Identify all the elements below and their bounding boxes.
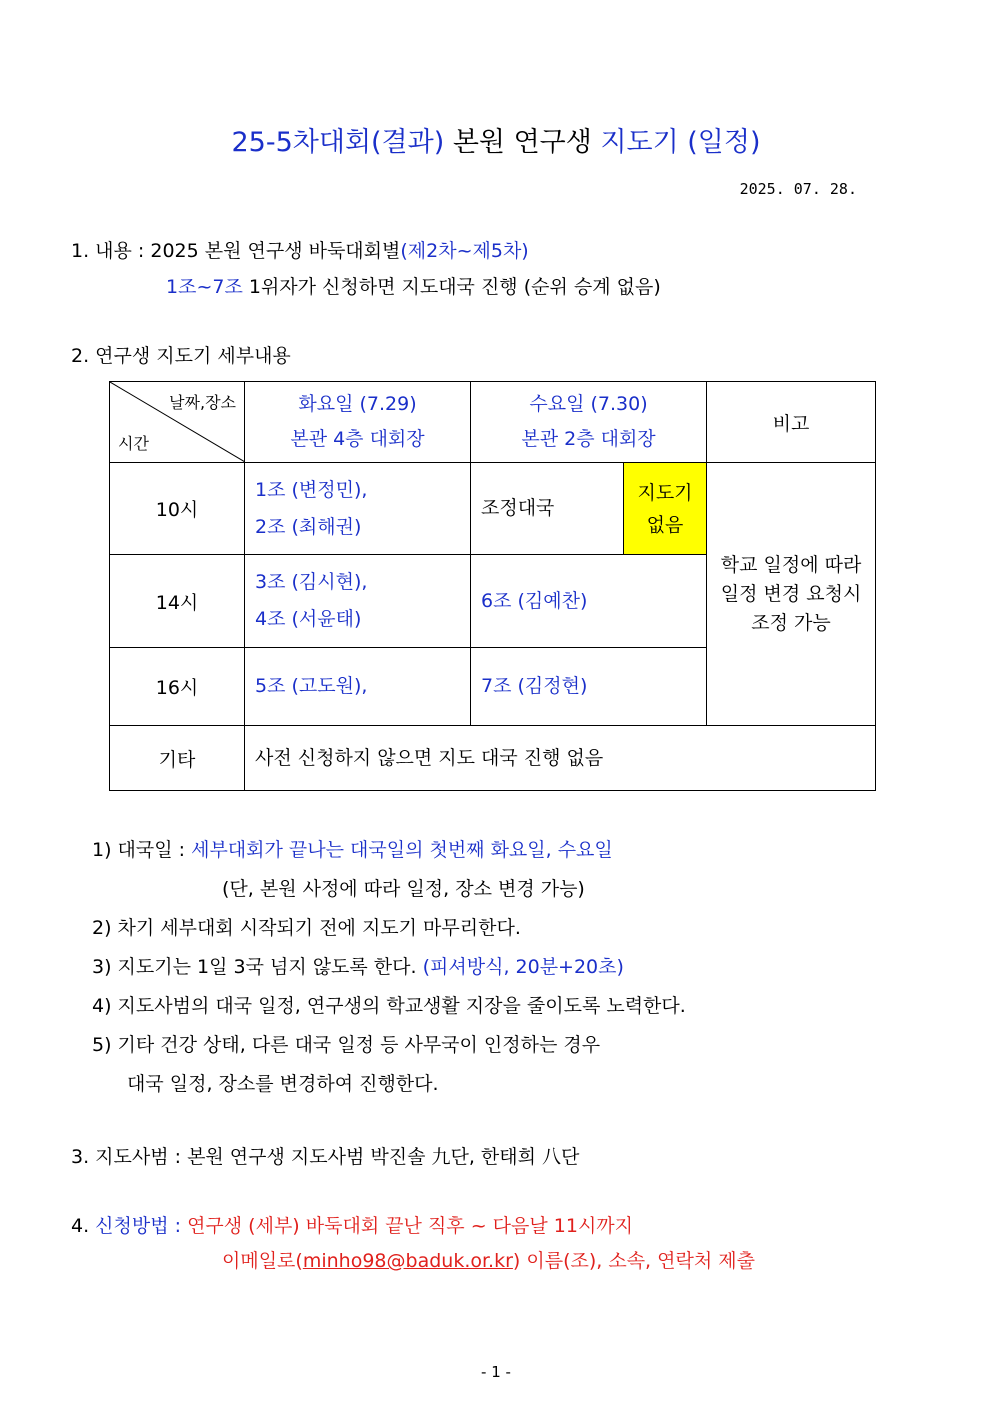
no-guidance-cell xyxy=(624,463,707,555)
table-header-row xyxy=(110,382,876,463)
wednesday-place: 본관 2층 대회장 xyxy=(521,428,656,450)
detail-item2: 2) 차기 세부대회 시작되기 전에 지도기 마무리한다. xyxy=(92,917,521,939)
tuesday-date: 화요일 (7.29) xyxy=(298,393,417,415)
document-date: 2025. 07. 28. xyxy=(739,180,857,198)
page-number: - 1 - xyxy=(481,1363,511,1381)
detail-item5-cont: 대국 일정, 장소를 변경하여 진행한다. xyxy=(127,1073,439,1095)
section4-line1 xyxy=(71,1211,633,1238)
time-16: 16시 xyxy=(110,648,245,726)
no-guidance-line1: 지도기 xyxy=(637,481,693,504)
wed-16-cell: 7조 (김정현) xyxy=(471,648,707,726)
title-part1: 25-5차대회(결과) xyxy=(231,127,445,158)
header-wednesday xyxy=(471,382,707,463)
tue-10-cell xyxy=(245,463,471,555)
detail-item1 xyxy=(92,835,613,862)
table-row xyxy=(110,463,876,555)
detail-item1-label: 1) 대국일 : xyxy=(92,839,192,861)
title-part2: 본원 연구생 xyxy=(444,127,601,158)
detail-item4: 4) 지도사범의 대국 일정, 연구생의 학교생활 지장을 줄이도록 노력한다. xyxy=(92,995,686,1017)
tuesday-place: 본관 4층 대회장 xyxy=(290,428,425,450)
tue-14-cell xyxy=(245,555,471,648)
tue-14-line1: 3조 (김시현), xyxy=(255,571,368,593)
wed-14-cell: 6조 (김예찬) xyxy=(471,555,707,648)
section1-label: 1. 내용 : 2025 본원 연구생 바둑대회별 xyxy=(71,240,401,262)
time-14: 14시 xyxy=(110,555,245,648)
document-title xyxy=(0,120,992,159)
time-10: 10시 xyxy=(110,463,245,555)
section4-num: 4. xyxy=(71,1215,96,1237)
wednesday-date: 수요일 (7.30) xyxy=(529,393,648,415)
detail-item3 xyxy=(92,952,624,979)
section4-text: 연구생 (세부) 바둑대회 끝난 직후 ~ 다음날 11시까지 xyxy=(187,1215,634,1237)
schedule-table xyxy=(109,381,876,791)
detail-item3-label: 3) 지도기는 1일 3국 넘지 않도록 한다. xyxy=(92,956,423,978)
table-row xyxy=(110,726,876,791)
section4-line2 xyxy=(222,1246,755,1273)
detail-item1-note: (단, 본원 사정에 따라 일정, 장소 변경 가능) xyxy=(222,878,585,900)
section4-pre: 이메일로( xyxy=(222,1250,303,1272)
no-guidance-line2: 없음 xyxy=(646,513,684,536)
diagonal-header-cell xyxy=(110,382,245,463)
header-time: 시간 xyxy=(118,434,149,453)
etc-label: 기타 xyxy=(110,726,245,791)
tue-16-cell: 5조 (고도원), xyxy=(245,648,471,726)
header-note: 비고 xyxy=(707,382,876,463)
wed-10-cell: 조정대국 xyxy=(471,463,624,555)
note-line2: 일정 변경 요청시 xyxy=(720,582,862,605)
header-date-place: 날짜,장소 xyxy=(169,393,236,412)
section1-line2 xyxy=(166,272,661,299)
section1-line1 xyxy=(71,236,529,263)
detail-item5: 5) 기타 건강 상태, 다른 대국 일정 등 사무국이 인정하는 경우 xyxy=(92,1034,601,1056)
tue-10-line2: 2조 (최해권) xyxy=(255,515,362,538)
section4-post: ) 이름(조), 소속, 연락처 제출 xyxy=(512,1250,755,1272)
detail-item1-text: 세부대회가 끝나는 대국일의 첫번째 화요일, 수요일 xyxy=(191,839,613,861)
title-part3: 지도기 (일정) xyxy=(600,127,761,158)
section4-label: 신청방법 : xyxy=(95,1215,188,1237)
tue-14-line2: 4조 (서윤태) xyxy=(255,608,362,630)
note-line3: 조정 가능 xyxy=(751,611,831,634)
section1-rule: 1위자가 신청하면 지도대국 진행 (순위 승계 없음) xyxy=(242,276,661,298)
section1-groups: 1조~7조 xyxy=(166,276,243,298)
section3: 3. 지도사범 : 본원 연구생 지도사범 박진솔 九단, 한태희 八단 xyxy=(71,1146,580,1168)
detail-item3-text: (피셔방식, 20분+20초) xyxy=(422,956,624,978)
note-cell xyxy=(707,463,876,726)
etc-text: 사전 신청하지 않으면 지도 대국 진행 없음 xyxy=(245,726,876,791)
section1-highlight: (제2차~제5차) xyxy=(400,240,529,262)
header-tuesday xyxy=(245,382,471,463)
tue-10-line1: 1조 (변정민), xyxy=(255,478,368,501)
email-link[interactable]: minho98@baduk.or.kr xyxy=(302,1250,513,1272)
section2-label: 2. 연구생 지도기 세부내용 xyxy=(71,345,291,367)
note-line1: 학교 일정에 따라 xyxy=(720,553,862,576)
